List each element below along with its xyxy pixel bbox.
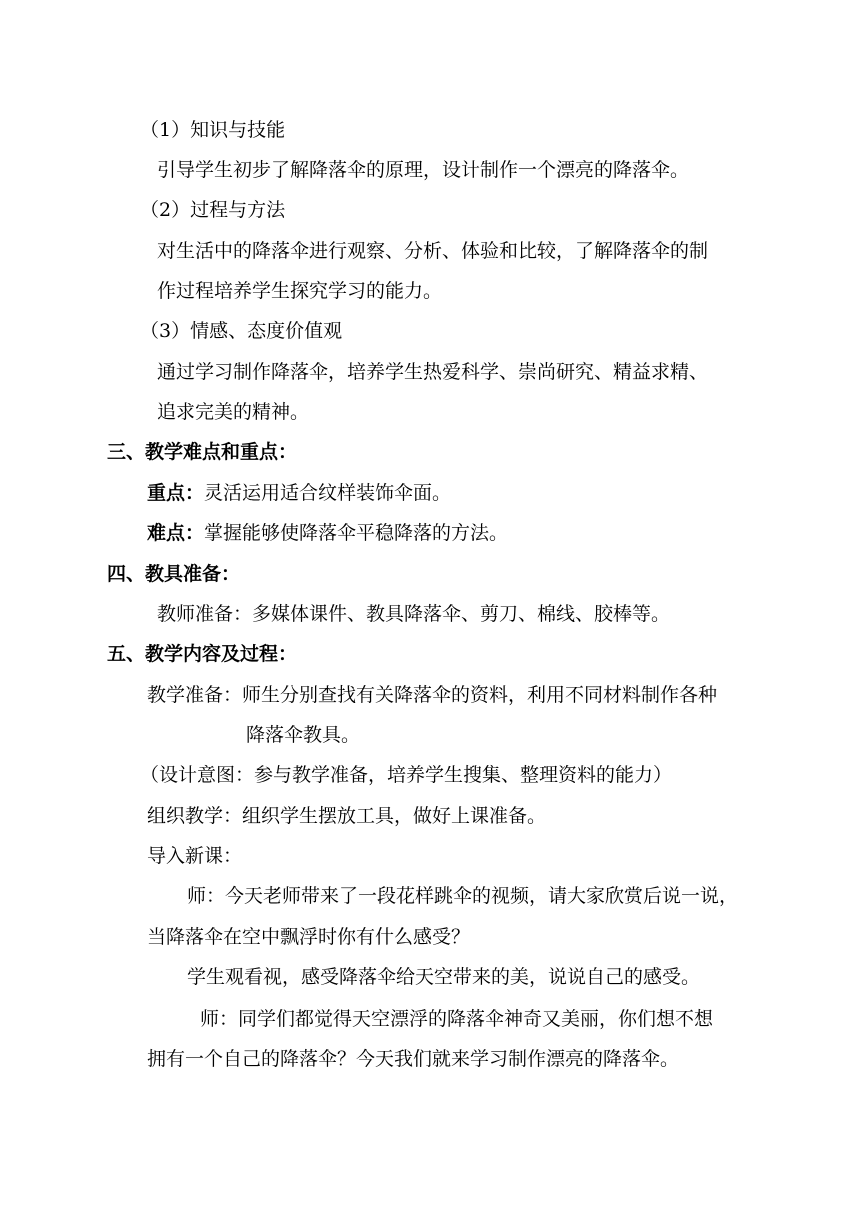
objective-knowledge-text: 引导学生初步了解降落伞的原理，设计制作一个漂亮的降落伞。 <box>157 159 690 181</box>
key-point-text: 灵活运用适合纹样装饰伞面。 <box>204 482 452 504</box>
difficulty-point-text: 掌握能够使降落伞平稳降落的方法。 <box>204 522 509 544</box>
objective-process-text-1: 对生活中的降落伞进行观察、分析、体验和比较，了解降落伞的制 <box>157 240 709 262</box>
teaching-prep-line-2: 降落伞教具。 <box>246 724 361 746</box>
section-3-heading: 三、教学难点和重点： <box>107 441 298 463</box>
teaching-aids-text: 教师准备：多媒体课件、教具降落伞、剪刀、棉线、胶棒等。 <box>157 603 671 625</box>
teacher-line-2b: 拥有一个自己的降落伞？今天我们就来学习制作漂亮的降落伞。 <box>147 1048 680 1070</box>
teacher-line-1b: 当降落伞在空中飘浮时你有什么感受？ <box>147 926 471 948</box>
key-point <box>147 484 451 503</box>
objective-emotion-text-1: 通过学习制作降落伞，培养学生热爱科学、崇尚研究、精益求精、 <box>157 361 709 383</box>
teaching-prep-line-1: 教学准备：师生分别查找有关降落伞的资料，利用不同材料制作各种 <box>147 684 718 706</box>
difficulty-point-label: 难点： <box>147 522 205 544</box>
objective-process-heading: （2）过程与方法 <box>140 199 286 221</box>
objective-knowledge-heading: （1）知识与技能 <box>140 119 286 141</box>
organize-teaching: 组织教学：组织学生摆放工具，做好上课准备。 <box>147 805 547 827</box>
key-point-label: 重点： <box>147 482 205 504</box>
student-line-1: 学生观看视，感受降落伞给天空带来的美，说说自己的感受。 <box>187 966 701 988</box>
objective-emotion-heading: （3）情感、态度价值观 <box>140 320 343 342</box>
objective-process-text-2: 作过程培养学生探究学习的能力。 <box>157 280 443 302</box>
teacher-line-2a: 师：同学们都觉得天空漂浮的降落伞神奇又美丽，你们想不想 <box>200 1008 714 1030</box>
design-intent: （设计意图：参与教学准备，培养学生搜集、整理资料的能力） <box>140 764 673 786</box>
objective-emotion-text-2: 追求完美的精神。 <box>157 401 310 423</box>
section-5-heading: 五、教学内容及过程： <box>107 643 298 665</box>
teacher-line-1a: 师：今天老师带来了一段花样跳伞的视频，请大家欣赏后说一说， <box>187 885 739 907</box>
intro-heading: 导入新课： <box>147 845 243 867</box>
difficulty-point <box>147 524 508 543</box>
section-4-heading: 四、教具准备： <box>107 563 241 585</box>
